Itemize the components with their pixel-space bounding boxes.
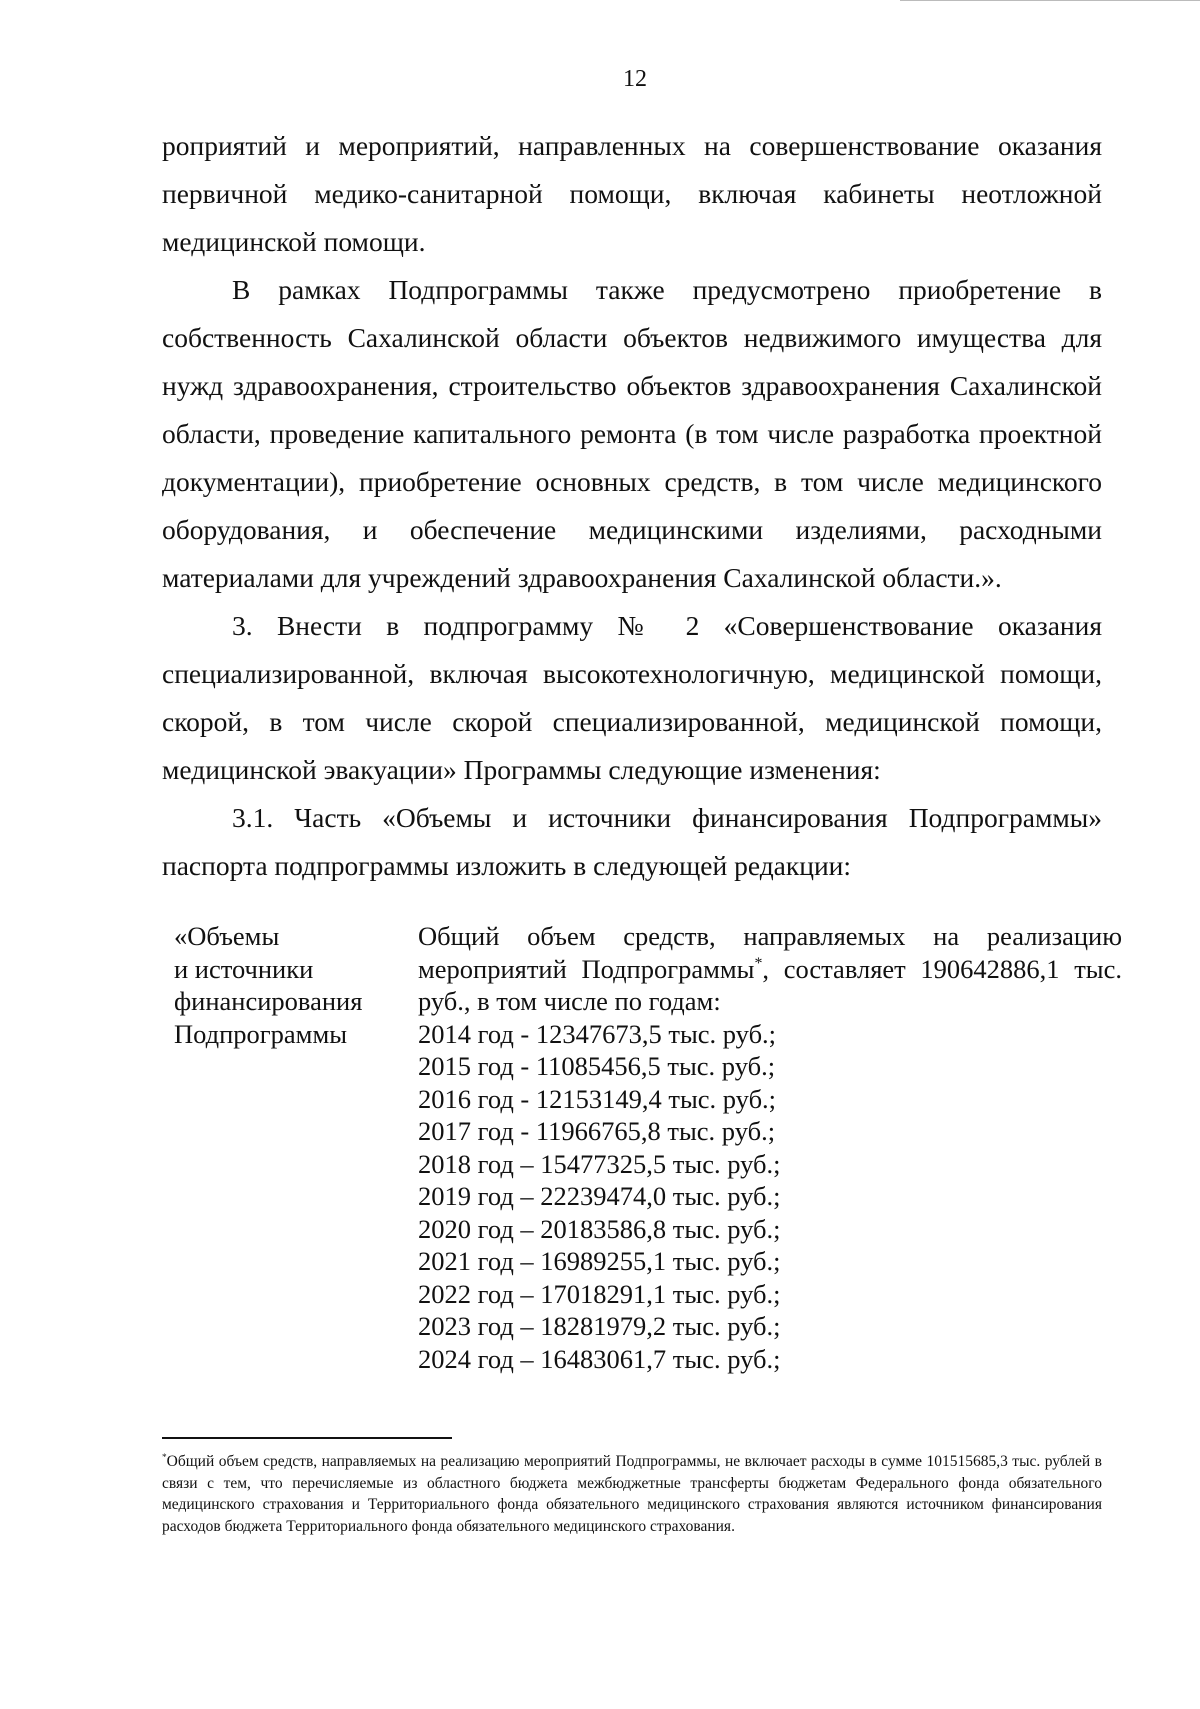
footnote-reference-mark: * bbox=[754, 954, 763, 972]
page-number: 12 bbox=[623, 66, 647, 92]
footnote-text: Общий объем средств, направляемых на реализацию мероприятий Подпрограммы, не включает расходы в сумме 101515685,3 тыс. рублей в связи с тем, что перечисляемые из областного бюджета межбюджетные трансферты бюджетам Федерального фонда обязательного медицинского страхования и Территориального фонда обязательного медицинского страхования являются источником финансирования расходов бюджета Территориального фонда обязательного медицинского страхования. bbox=[162, 1453, 1102, 1535]
scan-edge-line bbox=[900, 0, 1200, 4]
passport-intro-text: Общий объем средств, направляемых на реализацию мероприятий Подпрограммы bbox=[418, 921, 1122, 984]
funding-year-line: 2024 год – 16483061,7 тыс. руб.; bbox=[418, 1343, 781, 1374]
passport-label bbox=[174, 920, 404, 1050]
paragraph-item-3-1: 3.1. Часть «Объемы и источники финансирования Подпрограммы» паспорта подпрограммы изложить в следующей редакции: bbox=[162, 802, 1102, 881]
passport-intro-total: , составляет 190642886,1 тыс. руб., в том числе по годам: bbox=[418, 953, 1122, 1016]
passport-value bbox=[418, 920, 1122, 1375]
funding-by-year-list bbox=[418, 1018, 1122, 1376]
funding-year-line: 2015 год - 11085456,5 тыс. руб.; bbox=[418, 1051, 776, 1081]
funding-year-line: 2017 год - 11966765,8 тыс. руб.; bbox=[418, 1116, 776, 1146]
funding-year-line: 2023 год – 18281979,2 тыс. руб.; bbox=[418, 1311, 781, 1341]
paragraph-item-3: 3. Внести в подпрограмму № 2 «Совершенствование оказания специализированной, включая высокотехнологичную, медицинской помощи, скорой, в том числе скорой специализированной, медицинской помощи, медицинской эвакуации» Программы следующие изменения: bbox=[162, 610, 1102, 785]
passport-label-line: «Объемы bbox=[174, 921, 280, 951]
funding-year-line: 2018 год – 15477325,5 тыс. руб.; bbox=[418, 1148, 781, 1179]
footnote bbox=[162, 1451, 1102, 1537]
paragraph-continuation: роприятий и мероприятий, направленных на совершенствование оказания первичной медико-санитарной помощи, включая кабинеты неотложной медицинской помощи. bbox=[162, 130, 1102, 257]
funding-year-line: 2014 год - 12347673,5 тыс. руб.; bbox=[418, 1018, 777, 1049]
funding-year-line: 2019 год – 22239474,0 тыс. руб.; bbox=[418, 1181, 781, 1211]
body-text bbox=[162, 122, 1102, 890]
passport-label-line: финансирования bbox=[174, 986, 363, 1016]
passport-label-line: Подпрограммы bbox=[174, 1018, 348, 1049]
passport-label-line: и источники bbox=[174, 953, 314, 984]
passport-intro bbox=[418, 920, 1122, 1018]
funding-year-line: 2016 год - 12153149,4 тыс. руб.; bbox=[418, 1083, 777, 1114]
funding-year-line: 2020 год – 20183586,8 тыс. руб.; bbox=[418, 1213, 781, 1244]
footnote-mark: * bbox=[162, 1452, 167, 1463]
footnote-separator bbox=[162, 1437, 452, 1439]
funding-year-line: 2022 год – 17018291,1 тыс. руб.; bbox=[418, 1278, 781, 1309]
paragraph-subprogram-scope: В рамках Подпрограммы также предусмотрено приобретение в собственность Сахалинской области объектов недвижимого имущества для нужд здравоохранения, строительство объектов здравоохранения Сахалинской области, проведение капитального ремонта (в том числе разработка проектной документации), приобретение основных средств, в том числе медицинского оборудования, и обеспечение медицинскими изделиями, расходными материалами для учреждений здравоохранения Сахалинской области.». bbox=[162, 274, 1102, 593]
funding-year-line: 2021 год – 16989255,1 тыс. руб.; bbox=[418, 1246, 781, 1276]
